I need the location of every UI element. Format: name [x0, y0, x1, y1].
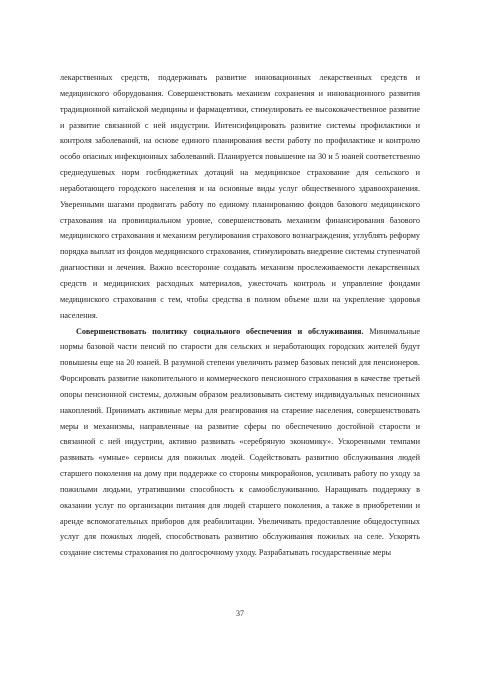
document-body: [60, 70, 420, 561]
paragraph-continuation: [60, 70, 420, 324]
paragraph-text: лекарственных средств, поддерживать развитие инновационных лекарственных средств и медицинского оборудования. Совершенствовать механизм сохранения и инновационного развития традиционной китайской медицины и фармацевтики, стимулировать ее высококачественное развитие и развитие связанной с ней индустрии. Интенсифицировать развитие системы профилактики и контроля заболеваний, на основе единого планирования вести работу по профилактике и контролю особо опасных инфекционных заболеваний. Планируется повышение на 30 и 5 юаней соответственно среднедушевых норм госбюджетных дотаций на медицинское страхование для сельского и неработающего городского населения и на основные виды услуг общественного здравоохранения. Уверенными шагами продвигать работу по единому планированию фондов базового медицинского страхования на провинциальном уровне, совершенствовать механизм финансирования базового медицинского страхования и механизм регулирования страхового вознаграждения, углублять реформу порядка выплат из фондов медицинского страхования, стимулировать внедрение системы ступенчатой диагностики и лечения. Важно всесторонне создавать механизм прослеживаемости лекарственных средств и медицинских расходных материалов, ужесточать контроль и управление фондами медицинского страхования с тем, чтобы средства в полном объеме шли на укрепление здоровья населения.: [60, 73, 420, 320]
paragraph-social-security: [60, 324, 420, 562]
page-number: 37: [236, 609, 244, 618]
paragraph-text: Минимальные нормы базовой части пенсий по старости для сельских и неработающих городских жителей будут повышены еще на 20 юаней. В разумной степени увеличить размер базовых пенсий для пенсионеров. Форсировать развитие накопительного и коммерческого пенсионного страхования в качестве третьей опоры пенсионной системы, должным образом реализовывать систему индивидуальных пенсионных накоплений. Принимать активные меры для реагирования на старение населения, совершенствовать меры и механизмы, направленные на развитие сферы по обеспечению достойной старости и связанной с ней индустрии, активно развивать «серебряную экономику». Ускоренными темпами развивать «умные» сервисы для пожилых людей. Содействовать развитию обслуживания людей старшего поколения на дому при поддержке со стороны микрорайонов, усиливать работу по уходу за пожилыми людьми, утратившими способность к самообслуживанию. Наращивать поддержку в оказании услуг по организации питания для людей старшего поколения, а также в приобретении и аренде вспомогательных приборов для реабилитации. Увеличивать предоставление общедоступных услуг для пожилых людей, способствовать развитию обслуживания пожилых на селе. Ускорять создание системы страхования по долгосрочному уходу. Разрабатывать государственные меры: [60, 326, 421, 558]
paragraph-bold-lead: Совершенствовать политику социального обеспечения и обслуживания.: [76, 326, 364, 336]
